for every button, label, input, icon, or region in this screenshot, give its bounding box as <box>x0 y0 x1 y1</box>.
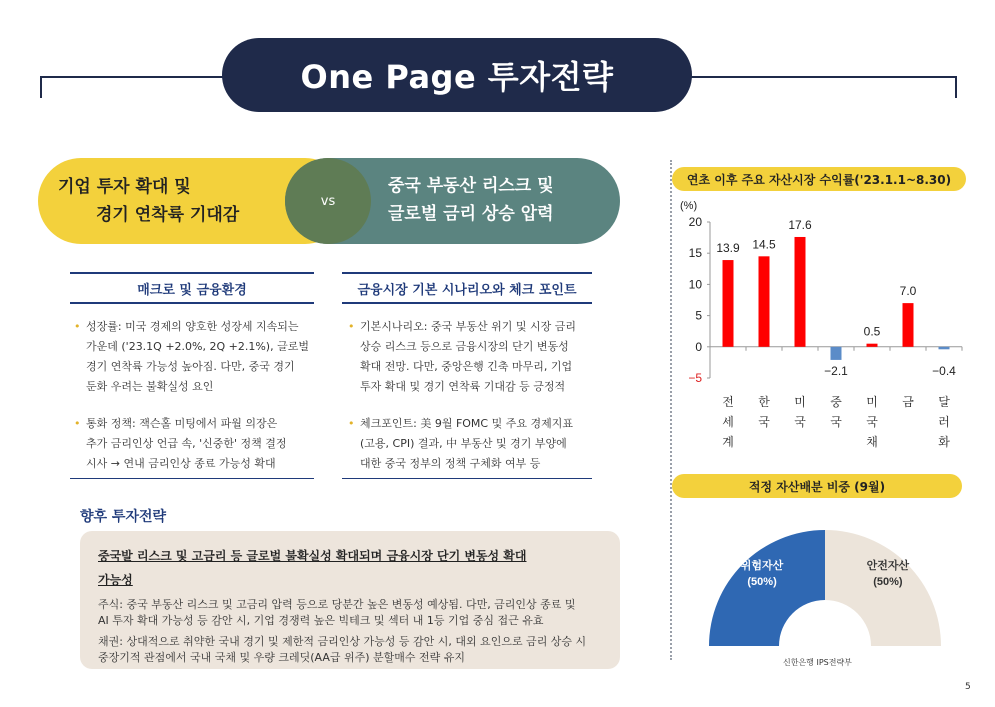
data-label: 17.6 <box>788 217 812 232</box>
macro-bottom-rule <box>70 478 314 479</box>
slice-label: 위험자산 <box>740 560 784 573</box>
macro-b1-line1: 성장률: 미국 경제의 양호한 성장세 지속되는 <box>86 320 299 333</box>
market-bullet-checkpoint <box>348 414 600 474</box>
vs-right-line1: 중국 부동산 리스크 및 <box>388 176 554 196</box>
slice-percent: (50%) <box>873 576 903 589</box>
macro-bullet-growth <box>74 317 326 397</box>
x-tick-label: 금 <box>902 395 914 409</box>
allocation-chart-title: 적정 자산배분 비중 (9월) <box>672 474 962 498</box>
market-bullet-scenario <box>348 317 600 397</box>
strategy-bond <box>98 634 608 666</box>
bar-미국 <box>795 237 806 347</box>
market-bottom-rule <box>342 478 592 479</box>
title-rule-left-tick <box>40 76 42 98</box>
page-number: 5 <box>965 682 971 692</box>
bullet-dot: • <box>348 320 355 333</box>
macro-b2-line3: 시사 → 연내 금리인상 종료 가능성 확대 <box>86 457 276 470</box>
macro-bullet-policy <box>74 414 326 474</box>
y-tick-label: −5 <box>688 371 702 385</box>
bar-달러화 <box>939 347 950 349</box>
macro-b1-line2: 가운데 ('23.1Q +2.0%, 2Q +2.1%), 글로벌 <box>86 340 309 353</box>
x-tick-label: 계 <box>722 435 734 449</box>
strategy-equity-line1: 주식: 중국 부동산 리스크 및 고금리 압력 등으로 당분간 높은 변동성 예상됨. 다만, 금리인상 종료 및 <box>98 598 576 611</box>
strategy-title: 향후 투자전략 <box>80 509 167 525</box>
title-rule-right <box>690 76 955 78</box>
strategy-bond-line2: 중장기적 관점에서 국내 국채 및 우량 크레딧(AA급 위주) 분할매수 전략 유지 <box>98 651 466 664</box>
bar-한국 <box>759 256 770 346</box>
vs-left-line1: 기업 투자 확대 및 <box>58 177 191 197</box>
x-tick-label: 채 <box>866 435 878 449</box>
market-b2-line3: 대한 중국 정부의 정책 구체화 여부 등 <box>360 457 541 470</box>
macro-b1-line4: 둔화 우려는 불확실성 요인 <box>86 380 214 393</box>
title-rule-right-tick <box>955 76 957 98</box>
data-label: −0.4 <box>932 363 956 378</box>
x-tick-label: 화 <box>938 435 950 449</box>
slice-percent: (50%) <box>747 576 777 589</box>
market-header: 금융시장 기본 시나리오와 체크 포인트 <box>342 272 592 304</box>
macro-b2-line2: 추가 금리인상 언급 속, '신중한' 정책 결정 <box>86 437 287 450</box>
y-axis-unit: (%) <box>680 200 698 212</box>
vs-left-line2: 경기 연착륙 기대감 <box>96 205 240 225</box>
title-rule-left <box>40 76 230 78</box>
bullet-dot: • <box>348 417 355 430</box>
macro-header: 매크로 및 금융환경 <box>70 272 314 304</box>
bar-금 <box>903 303 914 347</box>
x-tick-label: 중 <box>830 395 842 409</box>
slice-label: 안전자산 <box>866 560 910 573</box>
strategy-equity-line2: AI 투자 확대 가능성 등 감안 시, 기업 경쟁력 높은 빅테크 및 섹터 내 1등 기업 중심 접근 유효 <box>98 614 544 627</box>
x-tick-label: 미 <box>794 395 806 409</box>
bullet-dot: • <box>74 320 81 333</box>
returns-chart-title: 연초 이후 주요 자산시장 수익률('23.1.1~8.30) <box>672 167 966 191</box>
strategy-main-point <box>98 544 598 592</box>
x-tick-label: 국 <box>830 415 842 429</box>
bar-전세계 <box>723 260 734 347</box>
market-b1-line4: 투자 확대 및 경기 연착륙 기대감 등 긍정적 <box>360 380 566 393</box>
page-title: One Page 투자전략 <box>222 38 692 112</box>
x-tick-label: 러 <box>938 415 950 429</box>
allocation-half-donut <box>700 500 950 650</box>
market-b1-line3: 확대 전망. 다만, 중앙은행 긴축 마무리, 기업 <box>360 360 573 373</box>
market-b2-line1: 체크포인트: 美 9월 FOMC 및 주요 경제지표 <box>360 417 573 430</box>
strategy-bond-line1: 채권: 상대적으로 취약한 국내 경기 및 제한적 금리인상 가능성 등 감안 시, 대외 요인으로 금리 상승 시 <box>98 635 587 648</box>
y-tick-label: 10 <box>688 277 702 292</box>
data-label: −2.1 <box>824 363 848 378</box>
macro-b1-line3: 경기 연착륙 가능성 높아짐. 다만, 중국 경기 <box>86 360 295 373</box>
vs-right-text <box>388 172 608 228</box>
strategy-main-line1: 중국발 리스크 및 고금리 등 글로벌 불확실성 확대되며 금융시장 단기 변동성 확대 <box>98 549 527 563</box>
strategy-main-line2: 가능성 <box>98 573 133 587</box>
x-tick-label: 세 <box>722 415 734 429</box>
data-label: 7.0 <box>899 284 917 299</box>
x-tick-label: 달 <box>938 395 950 409</box>
x-tick-label: 국 <box>758 415 770 429</box>
x-tick-label: 국 <box>794 415 806 429</box>
data-label: 13.9 <box>716 241 740 256</box>
data-label: 14.5 <box>752 237 776 252</box>
source-note: 신한은행 IPS전략부 <box>783 658 852 667</box>
market-b1-line2: 상승 리스크 등으로 금융시장의 단기 변동성 <box>360 340 569 353</box>
vs-left-text <box>58 173 258 229</box>
strategy-equity <box>98 597 608 629</box>
market-b2-line2: (고용, CPI) 결과, 中 부동산 및 경기 부양에 <box>360 437 567 450</box>
y-tick-label: 20 <box>688 215 702 229</box>
macro-b2-line1: 통화 정책: 잭슨홀 미팅에서 파월 의장은 <box>86 417 278 430</box>
x-tick-label: 국 <box>866 415 878 429</box>
data-label: 0.5 <box>863 324 881 339</box>
bar-중국 <box>831 347 842 360</box>
y-tick-label: 15 <box>688 246 702 261</box>
x-tick-label: 미 <box>866 395 878 409</box>
returns-bar-chart <box>672 192 972 462</box>
vs-badge: vs <box>285 158 371 244</box>
bar-미국채 <box>867 344 878 347</box>
x-tick-label: 한 <box>758 395 770 409</box>
market-b1-line1: 기본시나리오: 중국 부동산 위기 및 시장 금리 <box>360 320 576 333</box>
bullet-dot: • <box>74 417 81 430</box>
vs-right-line2: 글로벌 금리 상승 압력 <box>388 204 554 224</box>
y-tick-label: 0 <box>695 339 702 354</box>
x-tick-label: 전 <box>722 395 734 409</box>
y-tick-label: 5 <box>695 308 702 323</box>
